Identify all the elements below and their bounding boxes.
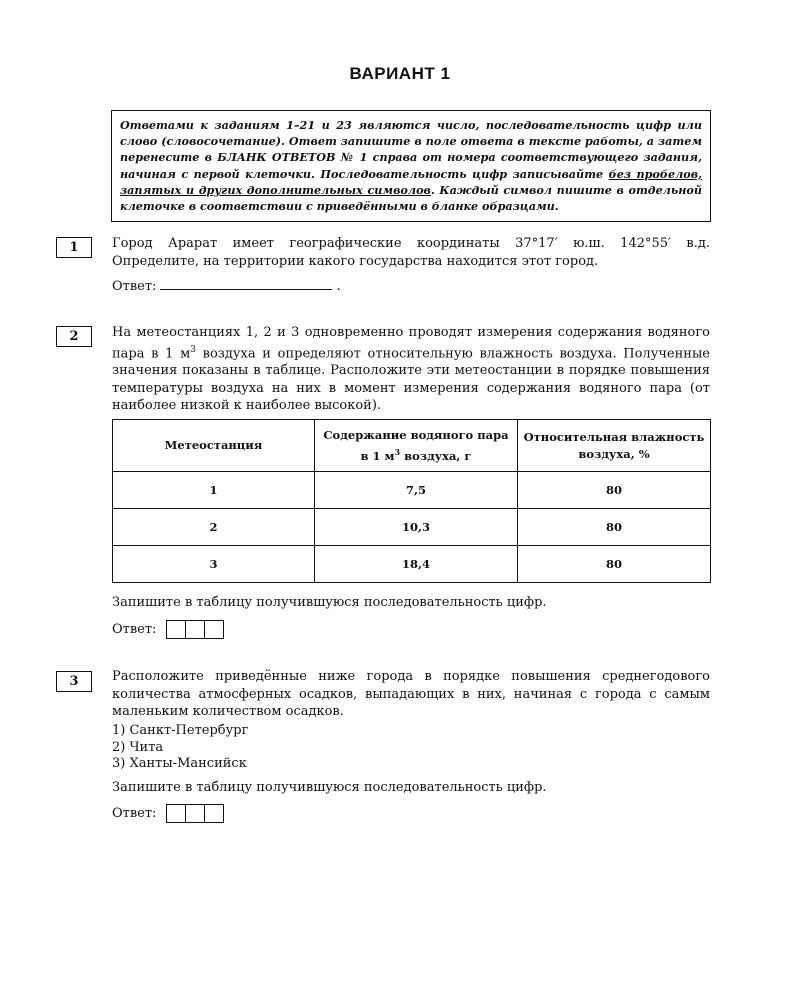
instructions-box — [111, 110, 711, 222]
question-2-note: Запишите в таблицу получившуюся последовательность цифр. — [112, 595, 547, 610]
answer-row-1 — [112, 278, 341, 294]
instructions-text: Ответами к заданиям 1–21 и 23 являются число, последовательность цифр или слово (словосочетание). Ответ запишите в поле ответа в тексте работы, а затем перенесите в БЛАНК ОТВЕТОВ № 1 справа от номера соответствующего задания, начиная с первой клеточки. Последовательность цифр записывайте — [120, 118, 702, 181]
table-row — [113, 509, 711, 546]
cell-station: 2 — [113, 509, 315, 546]
question-number-2: 2 — [56, 326, 92, 347]
answer-label: Ответ: — [112, 806, 157, 821]
page-title: ВАРИАНТ 1 — [349, 64, 451, 83]
cell-station: 1 — [113, 472, 315, 509]
cell-humidity: 80 — [518, 509, 711, 546]
header-station: Метеостанция — [113, 420, 315, 472]
answer-cell[interactable] — [167, 805, 186, 822]
header-vapor-line1: Содержание водяного пара — [323, 427, 509, 442]
list-item: 1) Санкт-Петербург — [112, 723, 249, 738]
header-humidity — [518, 420, 711, 472]
question-2-text — [112, 324, 710, 415]
answer-row-3 — [112, 804, 224, 823]
list-item: 2) Чита — [112, 739, 164, 755]
answer-cell[interactable] — [167, 621, 186, 638]
header-humidity-line2: воздуха, % — [578, 446, 650, 461]
answer-cell[interactable] — [205, 805, 223, 822]
answer-label: Ответ: — [112, 279, 157, 294]
question-3-text: Расположите приведённые ниже города в порядке повышения среднегодового количества атмосферных осадков, выпадающих в них, начиная с города с самым маленьким количеством осадков. — [112, 669, 710, 719]
cell-vapor: 18,4 — [315, 546, 518, 583]
answer-boxes-2[interactable] — [166, 620, 224, 639]
cell-humidity: 80 — [518, 472, 711, 509]
answer-cell[interactable] — [186, 621, 205, 638]
table-row — [113, 472, 711, 509]
question-number-3: 3 — [56, 671, 92, 692]
header-vapor-line2: в 1 м — [360, 448, 395, 463]
answer-cell[interactable] — [205, 621, 223, 638]
question-1-text: Город Арарат имеет географические координаты 37°17′ ю.ш. 142°55′ в.д. Определите, на территории какого государства находится этот город. — [112, 236, 710, 269]
data-table — [112, 419, 711, 583]
header-vapor-line2-end: воздуха, г — [400, 448, 472, 463]
header-vapor — [315, 420, 518, 472]
instructions-text-end: . Каждый символ пишите в отдельной клеточке в соответствии с приведёнными в бланке образцами. — [120, 182, 703, 214]
superscript: 3 — [190, 344, 196, 355]
answer-end: . — [336, 279, 341, 294]
header-humidity-line1: Относительная влажность — [523, 429, 705, 444]
question-2-text-b: воздуха и определяют относительную влажность воздуха. Полученные значения показаны в таблице. Расположите эти метеостанции в порядке повышения температуры воздуха на них в момент измерения содержания водяного пара (от наиболее низкой к наиболее высокой). — [112, 345, 710, 414]
header-vapor-sup: 3 — [394, 446, 401, 457]
question-3-note: Запишите в таблицу получившуюся последовательность цифр. — [112, 780, 547, 795]
cell-vapor: 7,5 — [315, 472, 518, 509]
answer-boxes-3[interactable] — [166, 804, 224, 823]
cell-station: 3 — [113, 546, 315, 583]
cell-vapor: 10,3 — [315, 509, 518, 546]
table-row — [113, 546, 711, 583]
instructions-underlined: без пробелов, запятых и других дополнительных символов — [120, 166, 702, 197]
answer-label: Ответ: — [112, 622, 157, 637]
city-list — [112, 723, 248, 773]
answer-cell[interactable] — [186, 805, 205, 822]
question-number-1: 1 — [56, 237, 92, 258]
answer-input-1[interactable] — [160, 278, 332, 290]
question-2-text-a: На метеостанциях 1, 2 и 3 одновременно проводят измерения содержания водяного пара в 1 м — [112, 325, 710, 361]
answer-row-2 — [112, 620, 224, 639]
list-item: 3) Ханты-Мансийск — [112, 756, 247, 771]
cell-humidity: 80 — [518, 546, 711, 583]
